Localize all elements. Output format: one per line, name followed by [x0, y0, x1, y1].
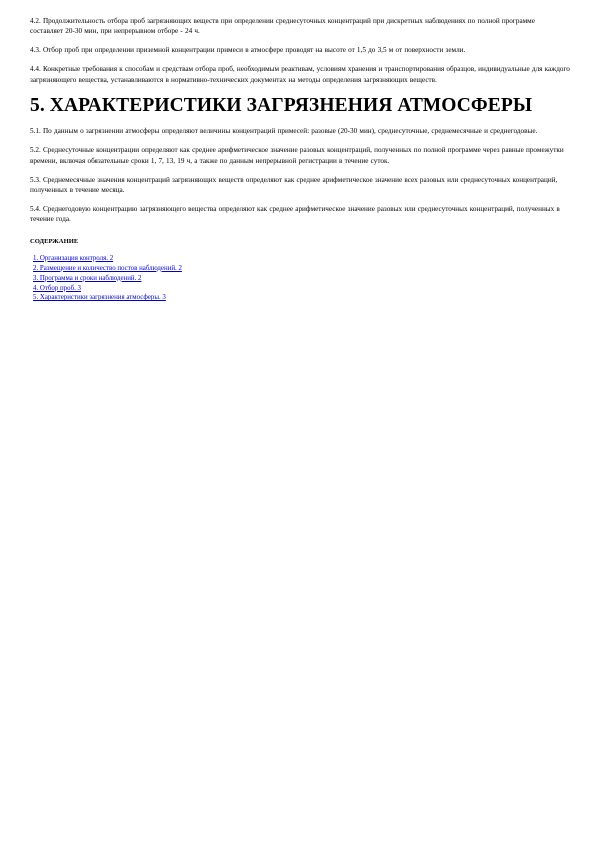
toc-item [33, 254, 570, 264]
paragraph-5-3: 5.3. Среднемесячные значения концентраций загрязняющих веществ определяют как среднее арифметическое значение всех разовых или среднесуточных концентраций, полученных в течение месяца. [30, 175, 558, 195]
toc-item [33, 274, 570, 284]
toc-link-characteristics[interactable]: 5. Характеристики загрязнения атмосферы. 3 [33, 294, 166, 302]
paragraph-5-2: 5.2. Среднесуточные концентрации определяют как среднее арифметическое значение разовых концентраций, полученных по полной программе через равные промежутки времени, включая обязательные сроки 1, 7, 13, 19 ч, а также по данным непрерывной регистрации в течение суток. [30, 146, 564, 165]
document-page [30, 16, 570, 303]
table-of-contents [30, 254, 570, 304]
paragraph-4-4: 4.4. Конкретные требования к способам и средствам отбора проб, необходимым реактивам, условиям хранения и транспортирования образцов, индивидуальные для каждого загрязняющего вещества, устанавливаются в нормативно-технических документах на методы определения загрязняющих веществ. [30, 65, 570, 84]
toc-item [33, 264, 570, 274]
toc-link-posts[interactable]: 2. Размещение и количество постов наблюдений. 2 [33, 264, 182, 272]
paragraph-4-2: 4.2. Продолжительность отбора проб загрязняющих веществ при определении среднесуточных концентраций при дискретных наблюдениях по полной программе составляет 20-30 мин, при непрерывном отборе - 24 ч. [30, 17, 535, 36]
toc-link-program[interactable]: 3. Программа и сроки наблюдений. 2 [33, 274, 142, 282]
toc-link-sampling[interactable]: 4. Отбор проб. 3 [33, 284, 81, 292]
paragraph-4-3: 4.3. Отбор проб при определении приземной концентрации примеси в атмосфере проводят на высоте от 1,5 до 3,5 м от поверхности земли. [30, 46, 466, 55]
toc-item [33, 284, 570, 294]
toc-link-organization[interactable]: 1. Организация контроля. 2 [33, 254, 114, 262]
paragraph-5-4: 5.4. Среднегодовую концентрацию загрязняющего вещества определяют как среднее арифметическое значение разовых или среднесуточных концентраций, полученных в течение года. [30, 205, 560, 224]
paragraph-5-1: 5.1. По данным о загрязнении атмосферы определяют величины концентраций примесей: разовые (20-30 мин), среднесуточные, среднемесячные и среднегодовые. [30, 127, 538, 136]
toc-item [33, 293, 570, 303]
toc-title: СОДЕРЖАНИЕ [30, 237, 79, 245]
section-5-heading: 5. ХАРАКТЕРИСТИКИ ЗАГРЯЗНЕНИЯ АТМОСФЕРЫ [30, 95, 533, 117]
